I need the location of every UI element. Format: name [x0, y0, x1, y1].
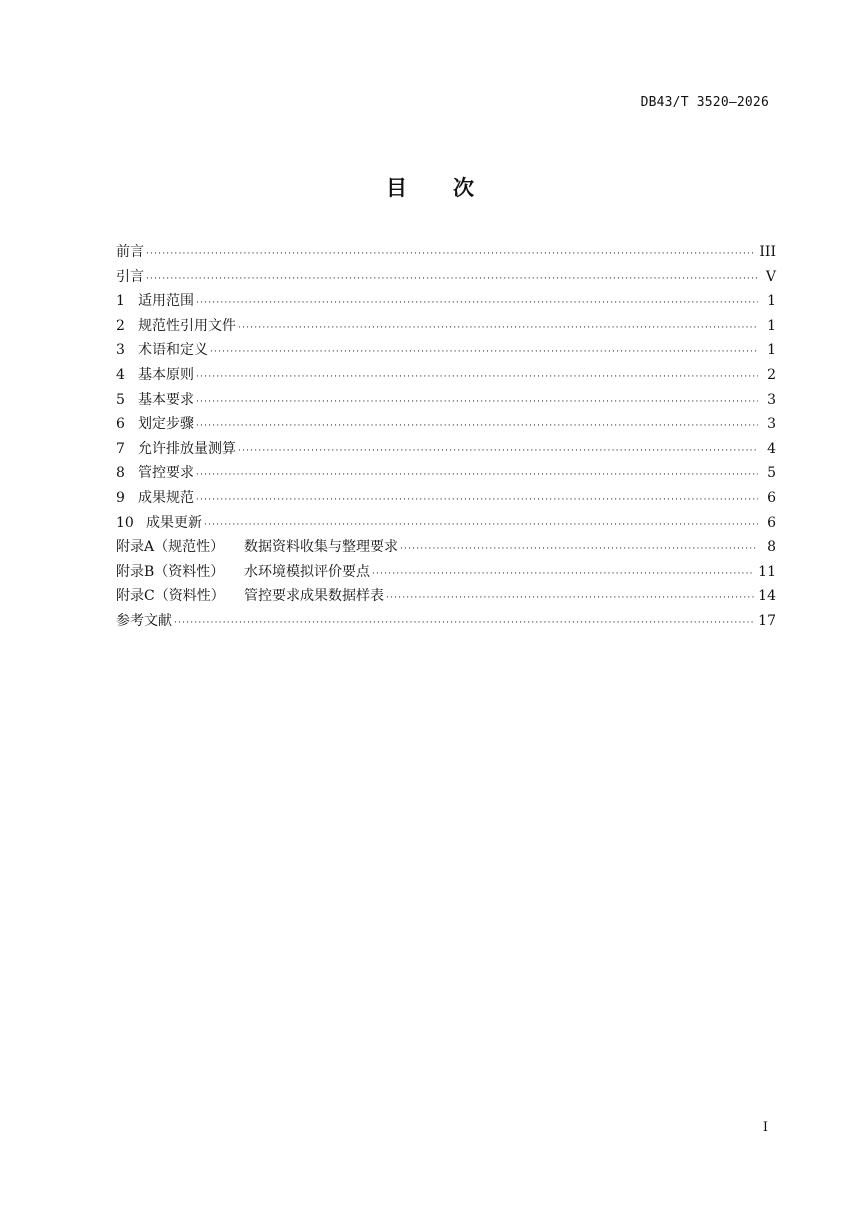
- toc-entry-page: 1: [767, 342, 776, 359]
- dot-leader: [196, 414, 758, 439]
- toc-entry-page: 3: [767, 391, 776, 408]
- toc-entry-label: 参考文献: [116, 612, 172, 629]
- toc-entry-label: 引言: [116, 268, 144, 285]
- toc-entry-label: 水环境模拟评价要点: [244, 563, 370, 580]
- toc-entry-label: 划定步骤: [138, 416, 194, 433]
- dot-leader: [196, 488, 758, 513]
- toc-entry-page: 1: [767, 293, 776, 310]
- toc-entry-section-1[interactable]: [116, 289, 776, 314]
- toc-entry-number: 1: [116, 293, 125, 310]
- dot-leader: [196, 291, 758, 316]
- dot-leader: [210, 340, 758, 365]
- dot-leader: [238, 439, 758, 464]
- toc-entry-page: 5: [767, 465, 776, 482]
- toc-title: 目次: [386, 176, 520, 200]
- dot-leader: [146, 267, 758, 292]
- toc-entry-page: 14: [758, 588, 776, 605]
- dot-leader: [146, 242, 755, 267]
- toc-entry-label: 基本原则: [138, 366, 194, 383]
- toc-entry-label: 前言: [116, 244, 144, 260]
- toc-entry-page: 11: [758, 563, 776, 580]
- toc-entry-page: 1: [767, 317, 776, 334]
- toc-entry-number: 3: [116, 342, 125, 359]
- toc-entry-page: 6: [767, 489, 776, 506]
- dot-leader: [238, 316, 758, 341]
- toc-entry-number: 10: [116, 514, 134, 531]
- toc-entry-annex-b[interactable]: [116, 560, 776, 585]
- toc-entry-section-7[interactable]: [116, 437, 776, 462]
- toc-entry-label: 管控要求: [138, 465, 194, 482]
- toc-entry-label: 基本要求: [138, 391, 194, 408]
- toc-entry-section-3[interactable]: [116, 338, 776, 363]
- dot-leader: [196, 390, 758, 415]
- toc-entry-label: 规范性引用文件: [138, 317, 236, 334]
- toc-entry-number: 4: [116, 366, 125, 383]
- toc-entry-page: 2: [767, 366, 776, 383]
- toc-entry-number: 9: [116, 489, 125, 506]
- table-of-contents: [116, 240, 776, 634]
- toc-entry-page: III: [759, 244, 776, 260]
- dot-leader: [174, 611, 754, 636]
- dot-leader: [386, 586, 754, 611]
- toc-entry-section-4[interactable]: [116, 363, 776, 388]
- toc-entry-section-6[interactable]: [116, 412, 776, 437]
- toc-entry-page: 8: [767, 539, 776, 556]
- toc-entry-section-2[interactable]: [116, 314, 776, 339]
- toc-entry-label: 允许排放量测算: [138, 440, 236, 457]
- toc-annex-designation: 附录A（规范性）: [116, 539, 225, 556]
- toc-entry-label: 管控要求成果数据样表: [244, 588, 384, 605]
- toc-entry-introduction[interactable]: [116, 265, 776, 290]
- dot-leader: [204, 513, 758, 538]
- toc-entry-section-10[interactable]: [116, 511, 776, 536]
- toc-entry-number: 6: [116, 416, 125, 433]
- dot-leader: [196, 463, 758, 488]
- toc-entry-page: 6: [767, 514, 776, 531]
- toc-entry-label: 术语和定义: [138, 342, 208, 359]
- toc-entry-bibliography[interactable]: [116, 609, 776, 634]
- toc-entry-page: 17: [758, 612, 776, 629]
- toc-entry-section-5[interactable]: [116, 388, 776, 413]
- toc-entry-annex-c[interactable]: [116, 584, 776, 609]
- toc-entry-label: 数据资料收集与整理要求: [244, 539, 398, 556]
- toc-entry-number: 8: [116, 465, 125, 482]
- dot-leader: [196, 365, 758, 390]
- document-code: DB43/T 3520—2026: [640, 95, 769, 110]
- toc-entry-label: 适用范围: [138, 293, 194, 310]
- toc-entry-foreword[interactable]: [116, 240, 776, 265]
- page-number: I: [762, 1120, 768, 1135]
- dot-leader: [372, 562, 754, 587]
- toc-entry-annex-a[interactable]: [116, 535, 776, 560]
- toc-entry-label: 成果规范: [138, 489, 194, 506]
- toc-entry-number: 5: [116, 391, 125, 408]
- toc-annex-designation: 附录C（资料性）: [116, 588, 225, 605]
- toc-entry-section-8[interactable]: [116, 461, 776, 486]
- toc-entry-label: 成果更新: [146, 514, 202, 531]
- dot-leader: [400, 537, 758, 562]
- toc-entry-number: 7: [116, 440, 125, 457]
- toc-annex-designation: 附录B（资料性）: [116, 563, 225, 580]
- toc-entry-page: V: [765, 268, 776, 285]
- toc-entry-number: 2: [116, 317, 125, 334]
- toc-entry-page: 3: [767, 416, 776, 433]
- toc-entry-section-9[interactable]: [116, 486, 776, 511]
- toc-entry-page: 4: [767, 440, 776, 457]
